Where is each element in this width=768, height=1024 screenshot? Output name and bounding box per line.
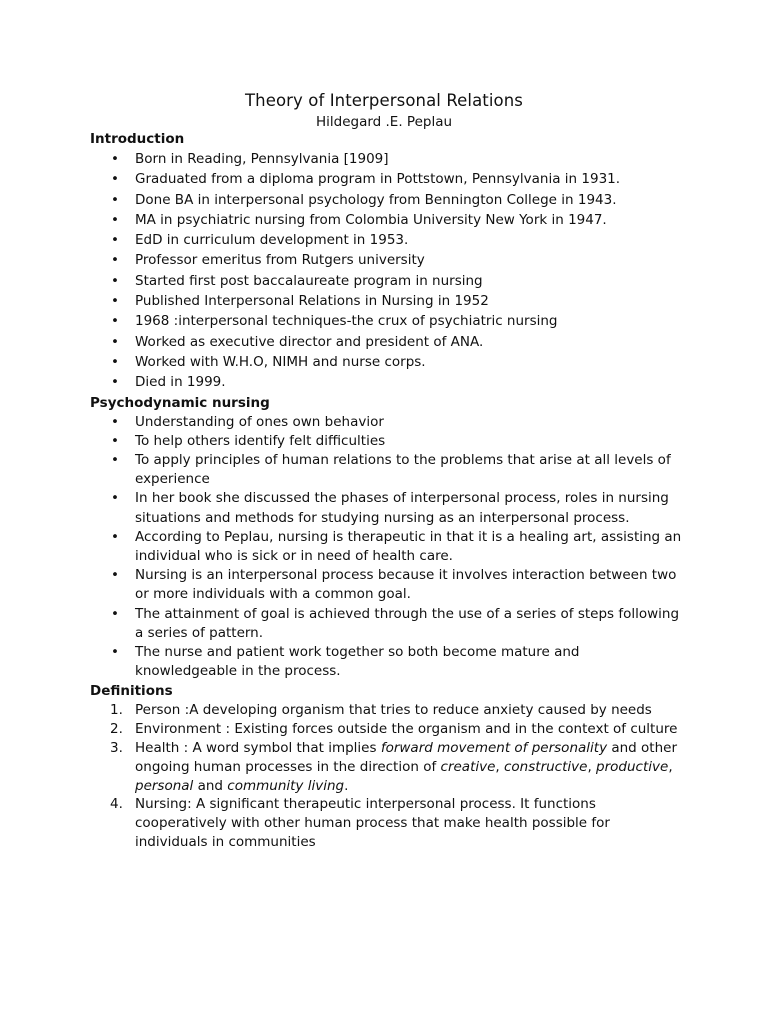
document-body bbox=[90, 129, 682, 852]
list-number: 3. bbox=[110, 740, 123, 756]
list-item bbox=[90, 489, 682, 527]
bullet-icon: • bbox=[111, 151, 119, 167]
bullet-icon: • bbox=[111, 333, 119, 350]
section-heading-psychodynamic-nursing: Psychodynamic nursing bbox=[90, 394, 270, 411]
bullet-icon: • bbox=[111, 232, 119, 249]
list-item-text: Understanding of ones own behavior bbox=[135, 413, 384, 430]
list-item bbox=[90, 432, 682, 451]
bullet-icon: • bbox=[111, 353, 119, 370]
definition-item-person bbox=[90, 701, 682, 720]
list-item bbox=[90, 210, 682, 230]
bullet-icon: • bbox=[111, 211, 119, 228]
bullet-icon: • bbox=[111, 567, 119, 584]
definition-text bbox=[135, 740, 677, 794]
list-item-text: Graduated from a diploma program in Pottstown, Pennsylvania in 1931. bbox=[135, 171, 621, 188]
list-item-text: Done BA in interpersonal psychology from Bennington College in 1943. bbox=[135, 191, 617, 208]
emphasis-text: personal bbox=[135, 777, 194, 794]
text-run: , bbox=[668, 758, 673, 775]
list-item-text: 1968 :interpersonal techniques-the crux of psychiatric nursing bbox=[135, 313, 558, 330]
list-item bbox=[90, 149, 682, 169]
emphasis-text: constructive bbox=[504, 758, 588, 775]
bullet-icon: • bbox=[111, 272, 119, 289]
introduction-list bbox=[90, 149, 682, 393]
text-run: , bbox=[495, 758, 504, 775]
list-item bbox=[90, 271, 682, 291]
bullet-icon: • bbox=[111, 432, 119, 449]
definition-text: Person :A developing organism that tries to reduce anxiety caused by needs bbox=[135, 702, 652, 719]
definition-item-nursing bbox=[90, 795, 682, 851]
list-item bbox=[90, 566, 682, 604]
definition-item-environment bbox=[90, 720, 682, 739]
list-number: 4. bbox=[110, 796, 123, 813]
section-heading-introduction: Introduction bbox=[90, 131, 185, 147]
bullet-icon: • bbox=[111, 528, 119, 545]
list-item bbox=[90, 413, 682, 432]
list-item-text: Worked with W.H.O, NIMH and nurse corps. bbox=[135, 353, 426, 370]
bullet-icon: • bbox=[111, 490, 119, 507]
psychodynamic-list bbox=[90, 413, 682, 682]
list-item bbox=[90, 332, 682, 352]
list-item-text: In her book she discussed the phases of interpersonal process, roles in nursing situations and methods for studying nursing as an interpersonal process. bbox=[135, 490, 669, 526]
list-item-text: To apply principles of human relations to the problems that arise at all levels of experience bbox=[135, 451, 671, 488]
list-item bbox=[90, 190, 682, 210]
list-item-text: Died in 1999. bbox=[135, 374, 226, 391]
list-item-text: Nursing is an interpersonal process because it involves interaction between two or more individuals with a common goal. bbox=[135, 567, 677, 603]
list-item bbox=[90, 311, 682, 331]
bullet-icon: • bbox=[111, 451, 119, 468]
document-title: Theory of Interpersonal Relations bbox=[244, 91, 524, 110]
list-item-text: The attainment of goal is achieved through the use of a series of steps following a series of pattern. bbox=[135, 605, 680, 641]
section-heading-definitions: Definitions bbox=[90, 683, 173, 700]
text-run: Health : A word symbol that implies bbox=[135, 740, 381, 756]
bullet-icon: • bbox=[111, 191, 119, 208]
list-item-text: EdD in curriculum development in 1953. bbox=[135, 232, 409, 249]
bullet-icon: • bbox=[111, 605, 119, 622]
bullet-icon: • bbox=[111, 171, 119, 188]
definitions-list bbox=[90, 701, 682, 851]
list-item-text: Started first post baccalaureate program in nursing bbox=[135, 272, 483, 289]
list-item bbox=[90, 605, 682, 643]
list-item bbox=[90, 230, 682, 250]
list-item bbox=[90, 372, 682, 392]
list-item-text: MA in psychiatric nursing from Colombia University New York in 1947. bbox=[135, 211, 607, 228]
bullet-icon: • bbox=[111, 252, 119, 269]
list-number: 2. bbox=[110, 721, 123, 738]
emphasis-text: creative bbox=[440, 758, 496, 775]
list-item-text: Worked as executive director and president of ANA. bbox=[135, 333, 484, 350]
list-item-text: Published Interpersonal Relations in Nursing in 1952 bbox=[135, 293, 489, 310]
bullet-icon: • bbox=[111, 374, 119, 391]
list-item-text: The nurse and patient work together so both become mature and knowledgeable in the process. bbox=[135, 644, 580, 680]
list-item bbox=[90, 169, 682, 189]
definition-text: Environment : Existing forces outside the organism and in the context of culture bbox=[135, 721, 678, 738]
list-item bbox=[90, 528, 682, 566]
definition-item-health bbox=[90, 739, 682, 795]
list-item bbox=[90, 291, 682, 311]
document-author: Hildegard .E. Peplau bbox=[315, 114, 453, 130]
list-item-text: To help others identify felt difficulties bbox=[135, 432, 386, 449]
list-item bbox=[90, 451, 682, 489]
list-item bbox=[90, 352, 682, 372]
emphasis-text: productive bbox=[596, 758, 669, 775]
emphasis-text: forward movement of personality bbox=[380, 740, 608, 756]
bullet-icon: • bbox=[111, 644, 119, 660]
list-item-text: Born in Reading, Pennsylvania [1909] bbox=[135, 151, 389, 167]
emphasis-text: community living bbox=[227, 777, 345, 794]
bullet-icon: • bbox=[111, 413, 119, 430]
list-item-text: Professor emeritus from Rutgers university bbox=[135, 252, 425, 269]
list-item bbox=[90, 643, 682, 681]
text-run: , bbox=[587, 758, 597, 775]
list-item bbox=[90, 250, 682, 270]
list-number: 1. bbox=[110, 702, 123, 719]
text-run: . bbox=[344, 777, 349, 794]
bullet-icon: • bbox=[111, 313, 119, 330]
bullet-icon: • bbox=[111, 293, 119, 310]
text-run: and other ongoing human processes in the direction of bbox=[135, 740, 678, 775]
definition-text: Nursing: A significant therapeutic interpersonal process. It functions cooperatively with other human process that make health possible for individuals in communities bbox=[135, 796, 610, 850]
text-run: and bbox=[193, 777, 228, 794]
list-item-text: According to Peplau, nursing is therapeutic in that it is a healing art, assisting an individual who is sick or in need of health care. bbox=[135, 528, 682, 564]
